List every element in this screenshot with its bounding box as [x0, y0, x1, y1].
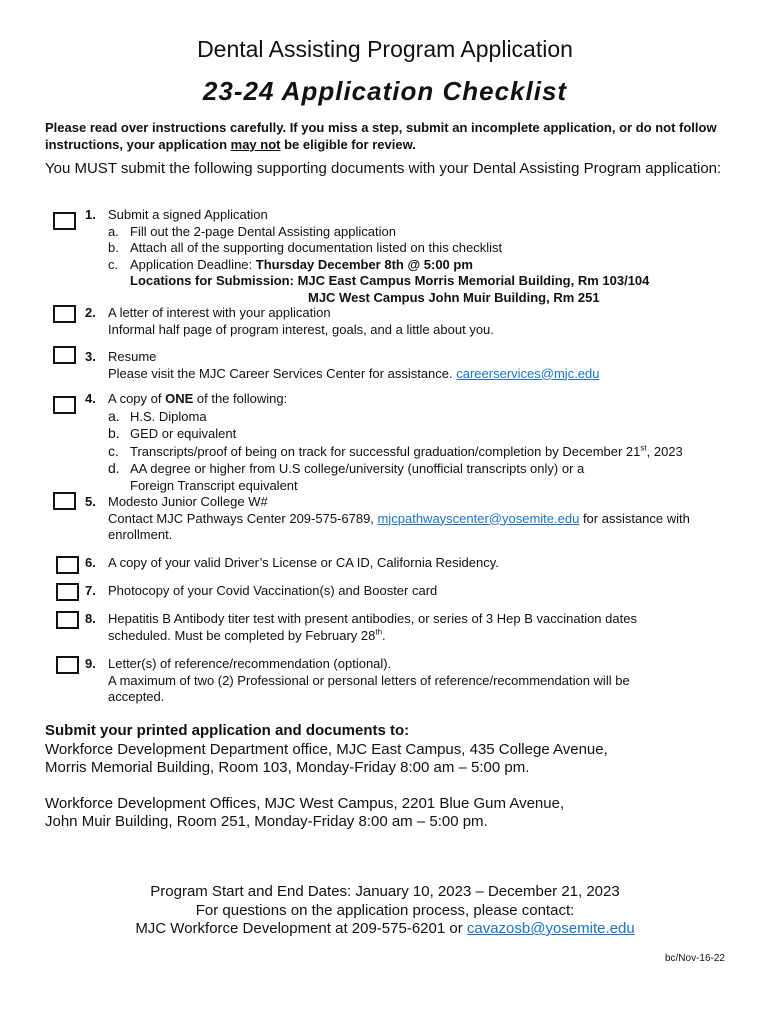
item-title: Submit a signed Application: [108, 207, 268, 222]
sub-label: a.: [108, 407, 120, 424]
item-title: Photocopy of your Covid Vaccination(s) and Booster card: [108, 583, 438, 598]
item-title: A copy of: [108, 391, 166, 406]
sub-label: a.: [108, 223, 119, 239]
item-number: 4.: [85, 391, 96, 406]
sub-label: c.: [108, 256, 119, 272]
item-title: Resume: [108, 349, 157, 364]
questions-text: For questions on the application process, please contact:: [195, 901, 575, 919]
contact-email-link[interactable]: cavazosb@yosemite.edu: [466, 920, 635, 937]
checkbox-item-2[interactable]: [53, 305, 76, 323]
item-number: 9.: [85, 656, 96, 671]
sub-label: b.: [108, 425, 120, 441]
sub-item-text-end: , 2023: [646, 443, 683, 459]
sub-item-text: AA degree or higher from U.S college/university (unofficial transcripts only) or a: [130, 461, 585, 476]
item-title-end: .: [382, 627, 386, 643]
east-address-line-2: Morris Memorial Building, Room 103, Monday-Friday 8:00 am – 5:00 pm.: [45, 759, 530, 776]
item-detail-end: for assistance with enrollment.: [108, 510, 690, 542]
sub-label: d.: [108, 460, 120, 476]
warning-text-2: be eligible for review.: [280, 137, 416, 152]
sub-item-text: H.S. Diploma: [130, 408, 207, 424]
sub-item-text: Attach all of the supporting documentation listed on this checklist: [130, 240, 503, 255]
pathways-email-link[interactable]: mjcpathwayscenter@yosemite.edu: [377, 510, 580, 526]
item-number: 7.: [85, 583, 96, 598]
east-campus-address: [45, 741, 745, 777]
checklist-item-2: [85, 305, 745, 338]
deadline-label: Application Deadline:: [130, 256, 256, 272]
checklist-item-7: [85, 583, 745, 600]
checkbox-item-8[interactable]: [56, 611, 79, 629]
submit-heading: Submit your printed application and documents to:: [45, 722, 410, 739]
item-detail: Informal half page of program interest, goals, and a little about you.: [108, 321, 494, 337]
contact-text: MJC Workforce Development at 209-575-6201 or: [135, 920, 467, 937]
deadline-value: Thursday December 8th @ 5:00 pm: [255, 256, 473, 272]
checklist-item-9: [85, 656, 745, 706]
document-code: bc/Nov-16-22: [664, 953, 725, 964]
item-title: Letter(s) of reference/recommendation (optional).: [108, 656, 392, 671]
west-campus-address: [45, 795, 745, 831]
checkbox-item-6[interactable]: [56, 556, 79, 574]
warning-text-1: Please read over instructions carefully. If you miss a step, submit an incomplete application, or do not follow instructions, your application: [45, 120, 717, 152]
checkbox-item-5[interactable]: [53, 492, 76, 510]
program-dates: Program Start and End Dates: January 10, 2023 – December 21, 2023: [150, 883, 620, 900]
superscript: st: [640, 443, 647, 453]
item-detail: A maximum of two (2) Professional or personal letters of reference/recommendation will be accepted.: [108, 672, 630, 704]
checkbox-item-3[interactable]: [53, 346, 76, 364]
superscript: th: [375, 627, 383, 637]
sub-item-text: Transcripts/proof of being on track for successful graduation/completion by December 21: [130, 443, 641, 459]
intro-text: You MUST submit the following supporting documents with your Dental Assisting Program application:: [45, 160, 722, 177]
checklist-item-6: [85, 555, 745, 572]
instructions-warning: [45, 119, 745, 153]
sub-item-text: GED or equivalent: [130, 426, 237, 441]
item-title-emphasis: ONE: [165, 391, 194, 406]
checklist-item-5: [85, 494, 745, 544]
sub-item-text: Fill out the 2-page Dental Assisting application: [130, 223, 396, 239]
program-footer: [0, 883, 770, 939]
item-number: 2.: [85, 305, 96, 320]
item-title: Modesto Junior College W#: [108, 494, 268, 509]
checklist-item-3: [85, 349, 745, 382]
sub-item-continuation: Foreign Transcript equivalent: [130, 477, 298, 493]
document-title: Dental Assisting Program Application: [197, 36, 573, 62]
checkbox-item-4[interactable]: [53, 396, 76, 414]
item-title: A copy of your valid Driver’s License or CA ID, California Residency.: [108, 555, 499, 570]
sub-label: c.: [108, 442, 119, 459]
item-detail: Please visit the MJC Career Services Center for assistance.: [108, 365, 457, 381]
item-number: 5.: [85, 494, 96, 509]
submission-location-west: MJC West Campus John Muir Building, Rm 251: [308, 289, 600, 305]
checklist-item-8: [85, 611, 745, 644]
checklist-subtitle: 23-24 Application Checklist: [202, 76, 568, 106]
west-address-line-2: John Muir Building, Room 251, Monday-Friday 8:00 am – 5:00 pm.: [45, 813, 488, 830]
submission-location-east: Locations for Submission: MJC East Campus Morris Memorial Building, Rm 103/104: [130, 273, 650, 288]
checkbox-item-7[interactable]: [56, 583, 79, 601]
checklist-item-1: [85, 207, 745, 306]
item-number: 8.: [85, 611, 96, 626]
item-title-end: of the following:: [193, 391, 288, 406]
west-address-line-1: Workforce Development Offices, MJC West Campus, 2201 Blue Gum Avenue,: [45, 795, 565, 812]
item-detail: Contact MJC Pathways Center 209-575-6789,: [108, 510, 378, 526]
item-number: 3.: [85, 349, 96, 364]
warning-emphasis: may not: [230, 137, 281, 152]
career-services-email-link[interactable]: careerservices@mjc.edu: [456, 365, 600, 381]
item-number: 6.: [85, 555, 96, 570]
checklist-item-4: [85, 391, 745, 494]
checkbox-item-9[interactable]: [56, 656, 79, 674]
item-title: A letter of interest with your application: [108, 305, 331, 320]
checkbox-item-1[interactable]: [53, 212, 76, 230]
sub-label: b.: [108, 240, 119, 255]
item-number: 1.: [85, 207, 96, 222]
east-address-line-1: Workforce Development Department office, MJC East Campus, 435 College Avenue,: [45, 741, 608, 758]
item-title: Hepatitis B Antibody titer test with present antibodies, or series of 3 Hep B vaccination dates scheduled. Must be completed by February 28: [108, 611, 637, 643]
